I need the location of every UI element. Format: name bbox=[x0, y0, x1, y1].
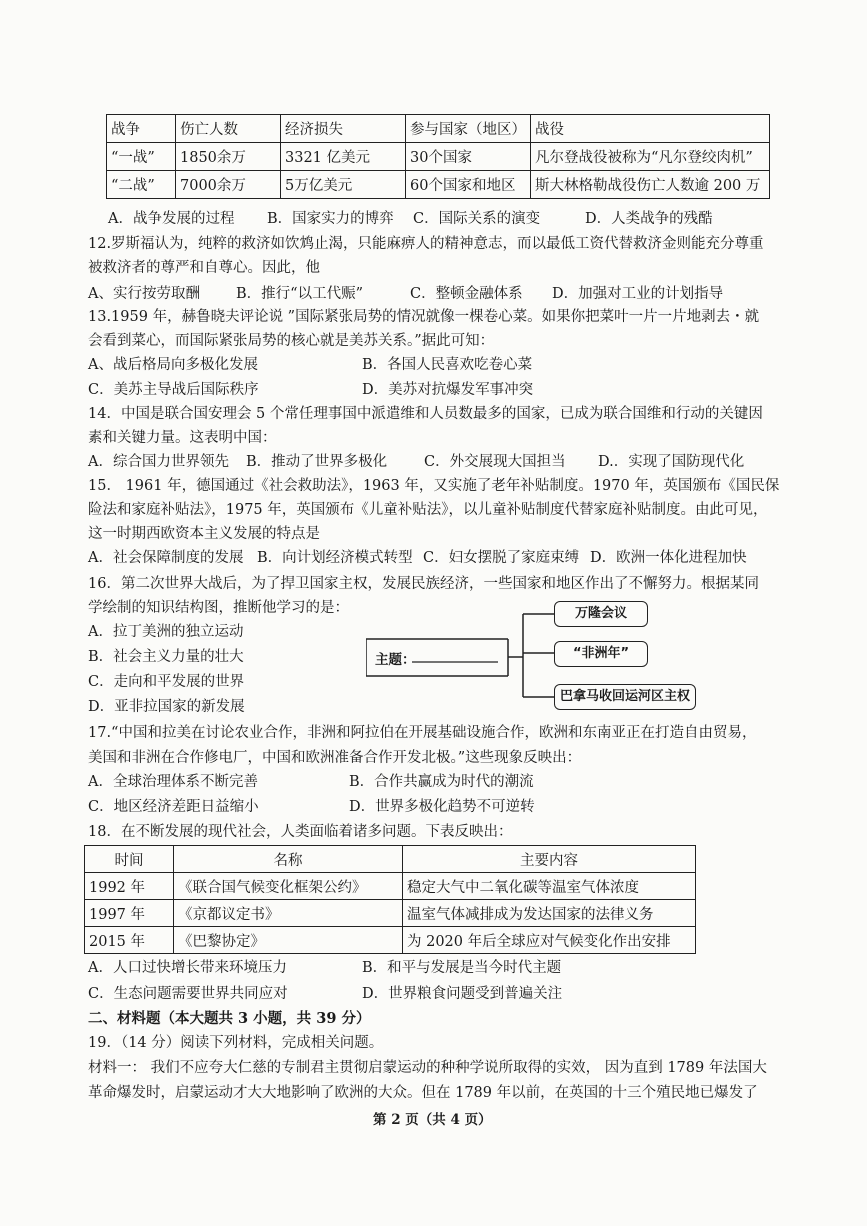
table-row bbox=[85, 927, 696, 954]
table-cell: 1997 年 bbox=[85, 900, 174, 927]
q18-option-d: D．世界粮食问题受到普遍关注 bbox=[362, 986, 563, 1002]
table-row bbox=[85, 900, 696, 927]
table-cell: 60个国家和地区 bbox=[406, 171, 531, 199]
diagram-box-africa-year: “非洲年” bbox=[554, 641, 648, 667]
table-cell: 稳定大气中二氧化碳等温室气体浓度 bbox=[403, 873, 696, 900]
q12-text-line-2: 被救济者的尊严和自尊心。因此，他 bbox=[88, 260, 320, 276]
q17-option-b: B．合作共赢成为时代的潮流 bbox=[349, 774, 534, 790]
q11-option-d: D．人类战争的残酷 bbox=[585, 211, 713, 227]
q17-option-a: A．全球治理体系不断完善 bbox=[88, 774, 258, 790]
table-cell: “二战” bbox=[107, 171, 176, 199]
diagram-topic-label: 主题： bbox=[375, 652, 416, 668]
table-cell: 《京都议定书》 bbox=[174, 900, 403, 927]
q13-option-c: C．美苏主导战后国际秩序 bbox=[88, 382, 259, 398]
table-row bbox=[107, 171, 770, 199]
table-header-cell: 经济损失 bbox=[281, 115, 406, 143]
table-cell: 《联合国气候变化框架公约》 bbox=[174, 873, 403, 900]
table-header-row bbox=[85, 846, 696, 873]
table-cell: 为 2020 年后全球应对气候变化作出安排 bbox=[403, 927, 696, 954]
q15-text-line-3: 这一时期西欧资本主义发展的特点是 bbox=[88, 526, 320, 542]
q14-text-line-1: 14．中国是联合国安理会 5 个常任理事国中派遣维和人员数最多的国家，已成为联合国维和行动的关键因 bbox=[88, 406, 763, 422]
table-header-cell: 伤亡人数 bbox=[176, 115, 281, 143]
q17-text-line-2: 美国和非洲在合作修电厂，中国和欧洲准备合作开发北极。”这些现象反映出： bbox=[88, 750, 582, 766]
table-cell: 1992 年 bbox=[85, 873, 174, 900]
q13-text-line-2: 会看到菜心，而国际紧张局势的核心就是美苏关系。”据此可知： bbox=[88, 333, 495, 349]
section-heading: 二、材料题（本大题共 3 小题，共 39 分） bbox=[88, 1010, 371, 1027]
q12-option-d: D．加强对工业的计划指导 bbox=[552, 286, 724, 302]
table-cell: 30个国家 bbox=[406, 143, 531, 171]
q15-text-line-1: 15． 1961 年，德国通过《社会救助法》，1963 年，又实施了老年补贴制度。1970 年，英国颁布《国民保 bbox=[88, 478, 780, 494]
q16-option-a: A．拉丁美洲的独立运动 bbox=[88, 624, 244, 640]
q12-option-a: A、实行按劳取酬 bbox=[88, 286, 200, 302]
q15-option-b: B．向计划经济模式转型 bbox=[257, 550, 413, 566]
table-cell: 斯大林格勒战役伤亡人数逾 200 万 bbox=[531, 171, 770, 199]
q13-option-d: D．美苏对抗爆发军事冲突 bbox=[362, 382, 534, 398]
table-row bbox=[107, 143, 770, 171]
q12-option-c: C．整顿金融体系 bbox=[410, 286, 523, 302]
q17-option-c: C．地区经济差距日益缩小 bbox=[88, 799, 259, 815]
q18-option-c: C．生态问题需要世界共同应对 bbox=[88, 986, 288, 1002]
table-row bbox=[85, 873, 696, 900]
q19-intro: 19．（14 分）阅读下列材料，完成相关问题。 bbox=[88, 1035, 384, 1051]
q16-option-c: C．走向和平发展的世界 bbox=[88, 674, 245, 690]
q18-option-b: B．和平与发展是当今时代主题 bbox=[362, 960, 562, 976]
table-cell: 1850余万 bbox=[176, 143, 281, 171]
q19-material-line-2: 革命爆发时，启蒙运动才大大地影响了欧洲的大众。但在 1789 年以前，在英国的十三个殖民地已爆发了 bbox=[88, 1085, 758, 1101]
table-cell: 凡尔登战役被称为“凡尔登绞肉机” bbox=[531, 143, 770, 171]
diagram-box-bandung: 万隆会议 bbox=[554, 601, 648, 627]
q11-option-c: C．国际关系的演变 bbox=[413, 211, 541, 227]
climate-agreements-table bbox=[84, 845, 696, 954]
diagram-box-panama: 巴拿马收回运河区主权 bbox=[554, 684, 696, 710]
q19-material-line-1: 材料一： 我们不应夸大仁慈的专制君主贯彻启蒙运动的种种学说所取得的实效， 因为直到 1789 年法国大 bbox=[88, 1060, 767, 1076]
table-cell: “一战” bbox=[107, 143, 176, 171]
q15-text-line-2: 险法和家庭补贴法》，1975 年，英国颁布《儿童补贴法》，以儿童补贴制度代替家庭补贴制度。由此可见， bbox=[88, 502, 768, 518]
q17-option-d: D．世界多极化趋势不可逆转 bbox=[349, 799, 535, 815]
q16-text-line-2: 学绘制的知识结构图，推断他学习的是： bbox=[88, 600, 349, 616]
q15-option-a: A．社会保障制度的发展 bbox=[88, 550, 244, 566]
q14-text-line-2: 素和关键力量。这表明中国： bbox=[88, 430, 277, 446]
q15-option-d: D．欧洲一体化进程加快 bbox=[590, 550, 747, 566]
q11-option-a: A．战争发展的过程 bbox=[108, 211, 235, 227]
q14-option-a: A．综合国力世界领先 bbox=[88, 454, 229, 470]
table-cell: 5万亿美元 bbox=[281, 171, 406, 199]
table-header-cell: 战争 bbox=[107, 115, 176, 143]
table-cell: 3321 亿美元 bbox=[281, 143, 406, 171]
table-header-cell: 战役 bbox=[531, 115, 770, 143]
q16-text-line-1: 16．第二次世界大战后，为了捍卫国家主权，发展民族经济，一些国家和地区作出了不懈努力。根据某同 bbox=[88, 576, 759, 592]
q13-option-b: B．各国人民喜欢吃卷心菜 bbox=[362, 357, 533, 373]
q16-option-b: B．社会主义力量的壮大 bbox=[88, 649, 244, 665]
knowledge-structure-diagram bbox=[366, 596, 706, 712]
q13-option-a: A、战后格局向多极化发展 bbox=[88, 357, 258, 373]
table-cell: 7000余万 bbox=[176, 171, 281, 199]
table-header-cell: 参与国家（地区） bbox=[406, 115, 531, 143]
q14-option-c: C．外交展现大国担当 bbox=[424, 454, 566, 470]
page-footer: 第 2 页（共 4 页） bbox=[373, 1112, 492, 1128]
q12-text-line-1: 12.罗斯福认为，纯粹的救济如饮鸩止渴，只能麻痹人的精神意志，而以最低工资代替救济金则能充分尊重 bbox=[88, 236, 764, 252]
q11-option-b: B．国家实力的博弈 bbox=[267, 211, 394, 227]
table-header-cell: 名称 bbox=[174, 846, 403, 873]
table-header-cell: 时间 bbox=[85, 846, 174, 873]
q14-option-b: B．推动了世界多极化 bbox=[246, 454, 388, 470]
table-cell: 《巴黎协定》 bbox=[174, 927, 403, 954]
q15-option-c: C．妇女摆脱了家庭束缚 bbox=[423, 550, 580, 566]
q13-text-line-1: 13.1959 年，赫鲁晓夫评论说 ”国际紧张局势的情况就像一棵卷心菜。如果你把菜叶一片一片地剥去・就 bbox=[88, 309, 760, 325]
war-comparison-table bbox=[106, 114, 770, 199]
q18-option-a: A．人口过快增长带来环境压力 bbox=[88, 960, 287, 976]
q12-option-b: B．推行“以工代赈” bbox=[236, 286, 363, 302]
table-cell: 2015 年 bbox=[85, 927, 174, 954]
q14-option-d: D.．实现了国防现代化 bbox=[598, 454, 745, 470]
q18-text: 18．在不断发展的现代社会，人类面临着诸多问题。下表反映出： bbox=[88, 824, 513, 840]
table-header-cell: 主要内容 bbox=[403, 846, 696, 873]
table-cell: 温室气体减排成为发达国家的法律义务 bbox=[403, 900, 696, 927]
table-header-row bbox=[107, 115, 770, 143]
q17-text-line-1: 17.“中国和拉美在讨论农业合作，非洲和阿拉伯在开展基础设施合作，欧洲和东南亚正在打造自由贸易， bbox=[88, 725, 757, 741]
q16-option-d: D．亚非拉国家的新发展 bbox=[88, 699, 245, 715]
